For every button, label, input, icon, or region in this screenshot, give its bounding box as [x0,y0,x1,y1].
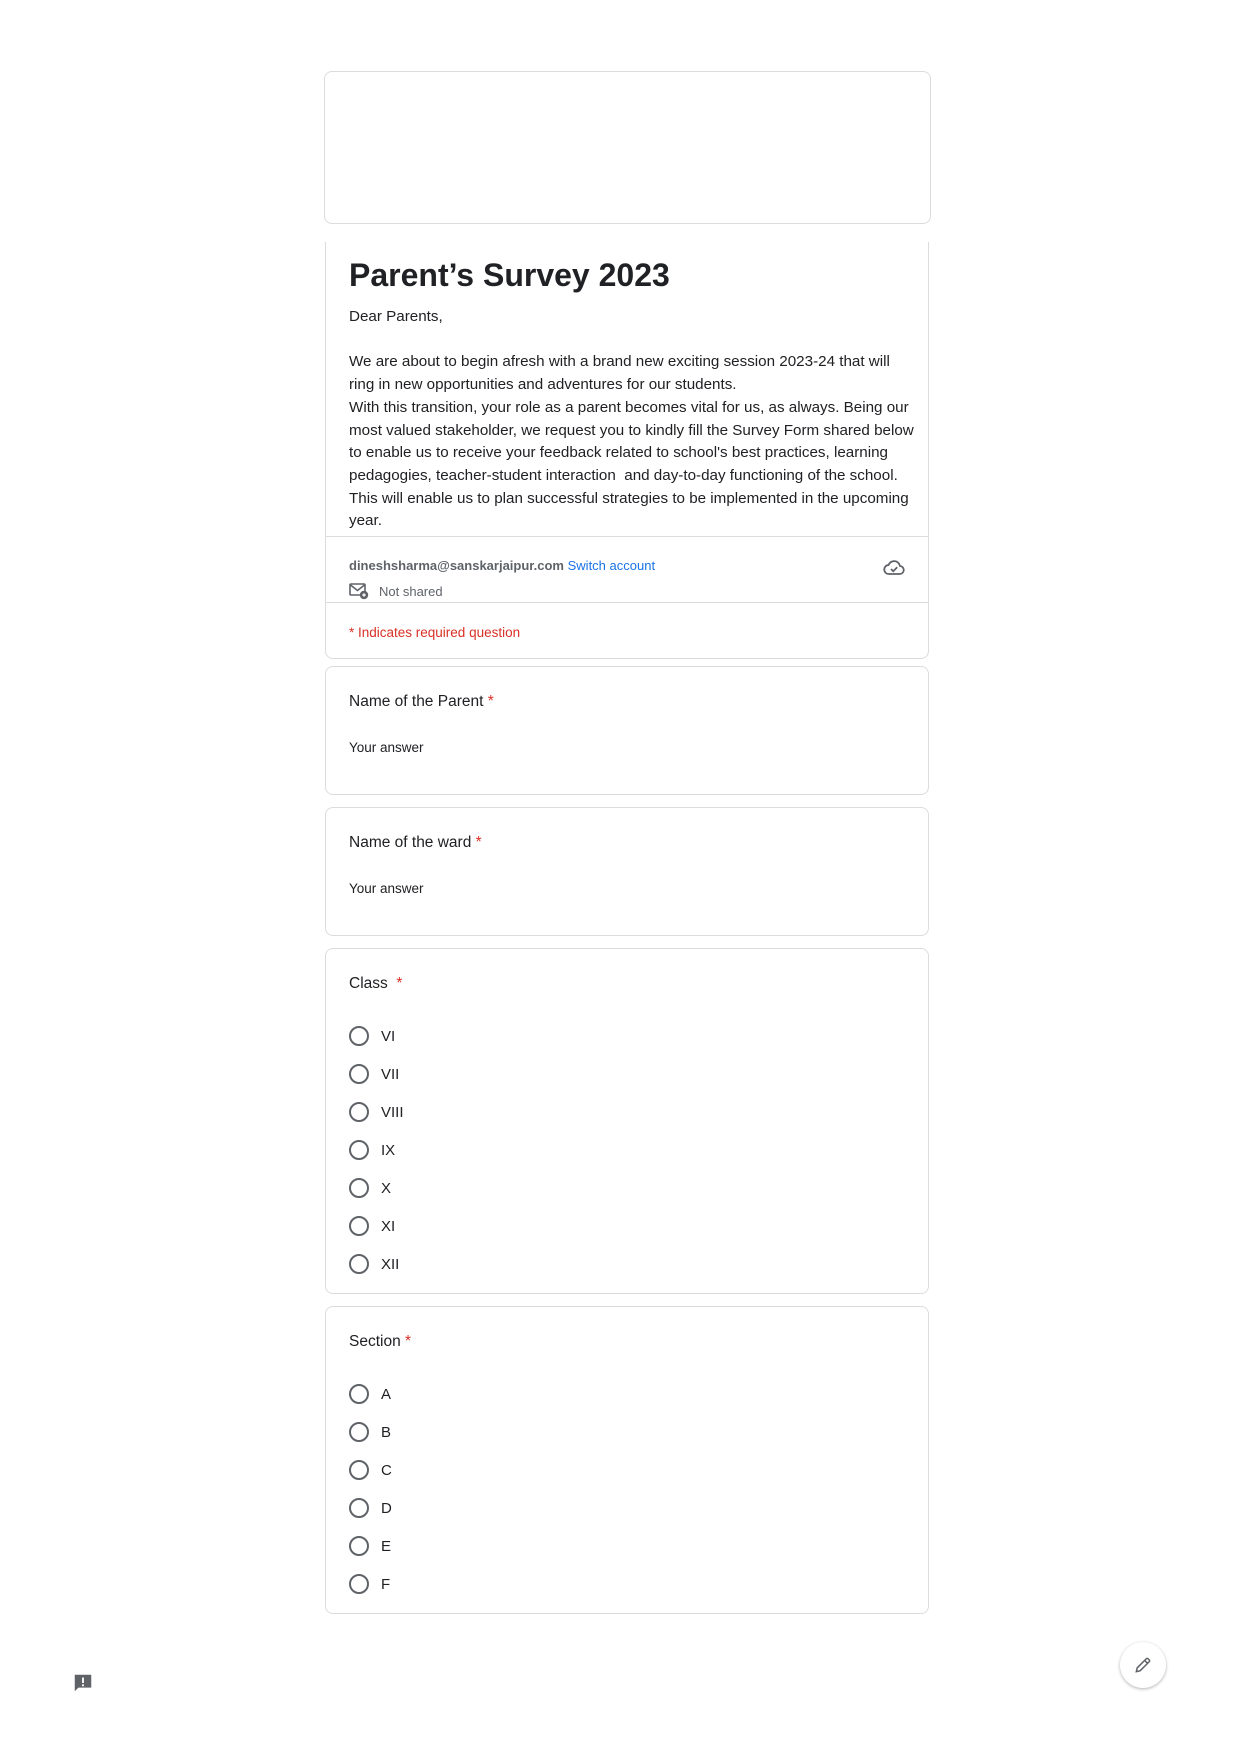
required-star: * [475,834,482,851]
radio-option[interactable] [349,1451,392,1489]
option-label: C [381,1461,392,1479]
option-label: D [381,1499,392,1517]
required-note: * Indicates required question [349,625,521,640]
option-label: XI [381,1217,396,1235]
radio-button[interactable] [349,1536,369,1556]
radio-button[interactable] [349,1026,369,1046]
radio-option[interactable] [349,1375,392,1413]
radio-option[interactable] [349,1413,392,1451]
radio-option[interactable] [349,1489,392,1527]
question-title [349,834,482,852]
ward-name-input[interactable] [349,881,649,896]
radio-option[interactable] [349,1093,404,1131]
radio-option[interactable] [349,1527,392,1565]
option-label: VI [381,1027,396,1045]
radio-option[interactable] [349,1017,404,1055]
option-label: VII [381,1065,400,1083]
form-intro-card [325,242,929,659]
radio-option[interactable] [349,1055,404,1093]
option-label: VIII [381,1103,404,1121]
shared-status: Not shared [379,583,443,599]
question-title [349,1333,411,1351]
radio-button[interactable] [349,1178,369,1198]
question-parent-name [325,666,929,795]
radio-option[interactable] [349,1565,392,1603]
radio-button[interactable] [349,1102,369,1122]
form-description: Dear Parents, We are about to begin afresh with a brand new exciting session 2023-24 that will ring in new opportunities and adventures for our students. With this transition, your role as a parent becomes vital for us, as always. Being our most valued stakeholder, we request you to kindly fill the Survey Form shared below to enable us to receive your feedback related to school's best practices, learning pedagogies, teacher-student interaction and day-to-day functioning of the school. This will enable us to plan successful strategies to be implemented in the upcoming year. [349,308,914,530]
mail-shared-icon [349,582,369,600]
parent-name-input[interactable] [349,740,649,755]
section-options [349,1375,392,1603]
radio-button[interactable] [349,1498,369,1518]
pencil-icon [1133,1655,1153,1675]
option-label: F [381,1575,391,1593]
option-label: IX [381,1141,396,1159]
divider [326,536,928,537]
shared-status-row [349,582,443,600]
question-title-text: Name of the Parent [349,693,484,710]
radio-button[interactable] [349,1140,369,1160]
question-class [325,948,929,1294]
question-title-text: Section [349,1333,401,1350]
question-section [325,1306,929,1614]
option-label: X [381,1179,392,1197]
radio-button[interactable] [349,1216,369,1236]
question-title [349,693,494,711]
option-label: B [381,1423,392,1441]
account-email: dineshsharma@sanskarjaipur.com [349,558,564,573]
question-ward-name [325,807,929,936]
required-star: * [487,693,494,710]
divider [326,602,928,603]
cloud-saved-icon [882,556,906,580]
radio-option[interactable] [349,1207,404,1245]
question-title [349,975,402,993]
radio-option[interactable] [349,1245,404,1283]
radio-option[interactable] [349,1131,404,1169]
required-star: * [396,975,403,992]
radio-button[interactable] [349,1460,369,1480]
account-row [349,558,655,573]
question-title-text: Class [349,975,388,992]
switch-account-link[interactable]: Switch account [567,558,656,573]
radio-button[interactable] [349,1064,369,1084]
form-header-image [324,71,931,224]
option-label: XII [381,1255,400,1273]
required-star: * [405,1333,412,1350]
radio-option[interactable] [349,1169,404,1207]
report-icon[interactable] [72,1672,94,1694]
radio-button[interactable] [349,1422,369,1442]
radio-button[interactable] [349,1384,369,1404]
edit-button[interactable] [1120,1642,1166,1688]
option-label: A [381,1385,392,1403]
radio-button[interactable] [349,1574,369,1594]
question-title-text: Name of the ward [349,834,472,851]
class-options [349,1017,404,1283]
form-title: Parent’s Survey 2023 [349,257,670,293]
option-label: E [381,1537,392,1555]
radio-button[interactable] [349,1254,369,1274]
